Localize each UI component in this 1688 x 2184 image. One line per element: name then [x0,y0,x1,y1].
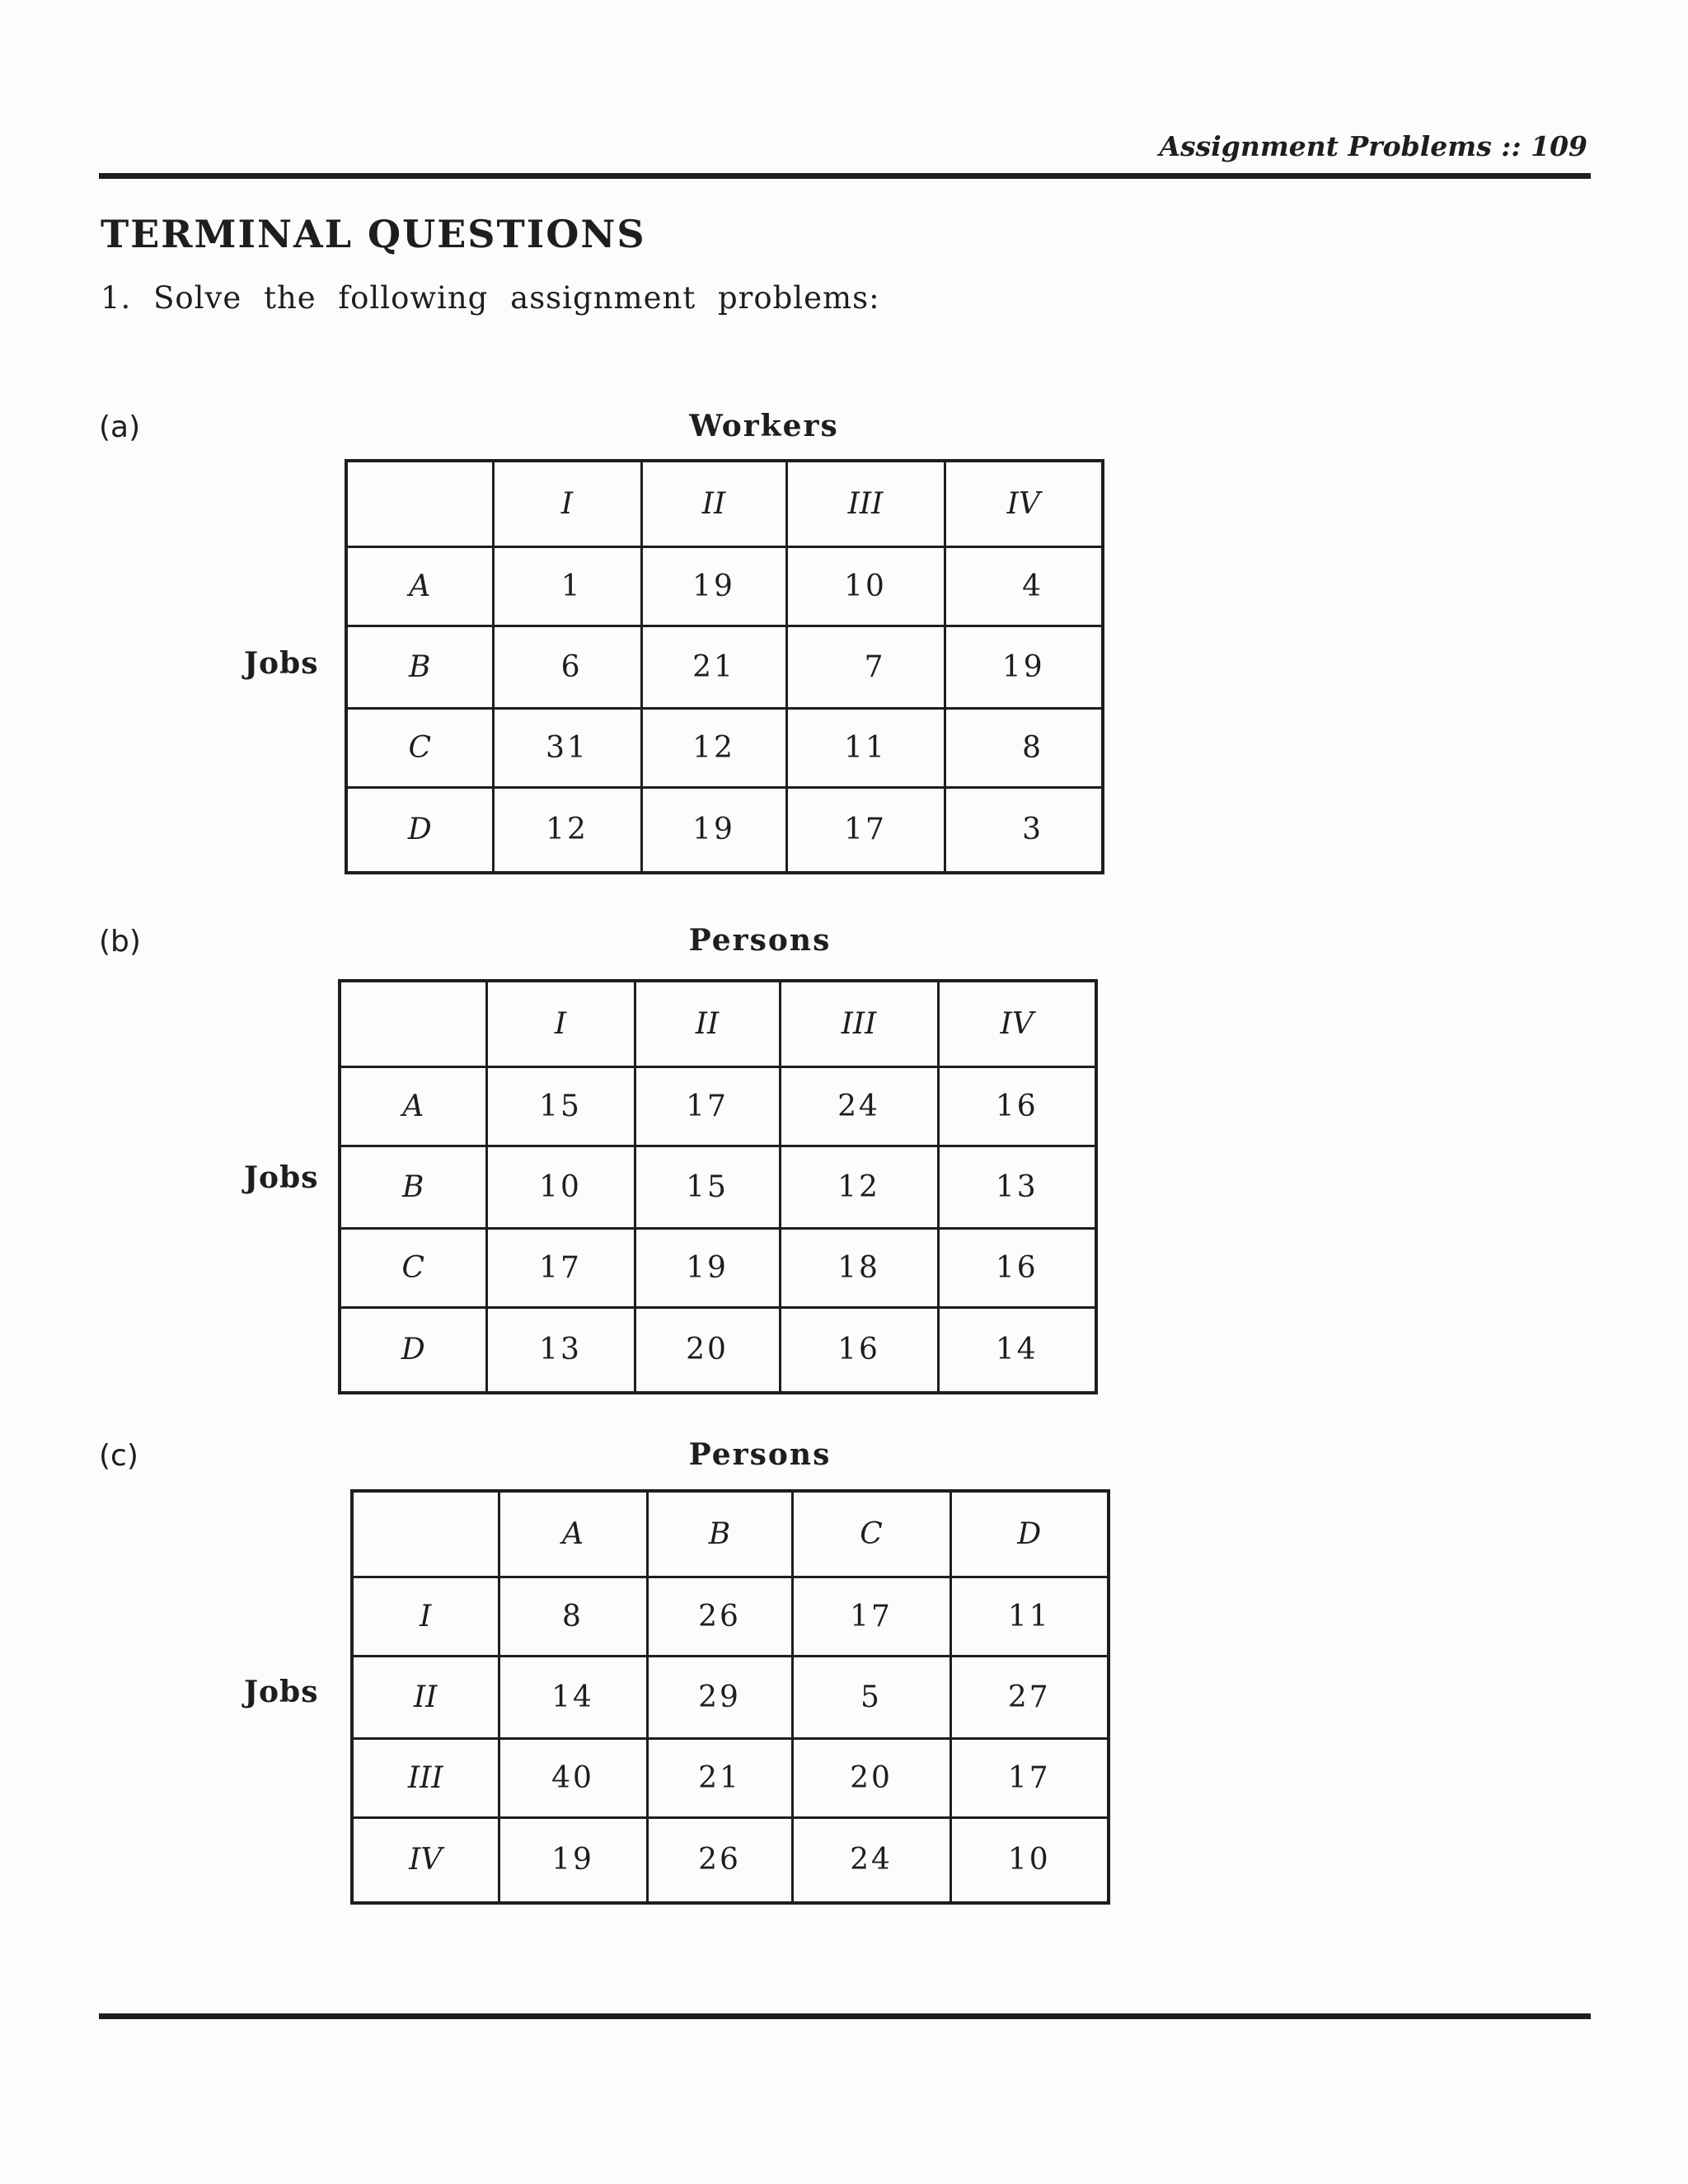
value-cell: 10 [950,1817,1109,1903]
row-header: A [340,1066,486,1146]
footer-rule [99,2013,1591,2019]
row-heading-c: Jobs [244,1675,319,1709]
row-header: D [340,1307,486,1393]
table-row [352,1817,1109,1903]
value-cell: 12 [493,787,641,873]
column-header: C [792,1491,950,1577]
table-row [352,1738,1109,1817]
column-header: I [486,981,635,1066]
corner-cell [340,981,486,1066]
value-cell: 8 [945,708,1103,787]
column-header: IV [938,981,1096,1066]
table-row [340,1307,1096,1393]
column-header: III [780,981,938,1066]
column-header: II [641,461,786,546]
row-heading-a: Jobs [244,646,319,681]
question-text: 1. Solve the following assignment problems: [101,280,880,316]
value-cell: 3 [945,787,1103,873]
row-heading-b: Jobs [244,1160,319,1195]
value-cell: 29 [647,1656,792,1738]
column-header: III [786,461,945,546]
value-cell: 12 [641,708,786,787]
row-header: D [346,787,493,873]
table-row [352,1577,1109,1656]
value-cell: 5 [792,1656,950,1738]
table-row [340,1228,1096,1307]
header-rule [99,173,1591,179]
value-cell: 11 [950,1577,1109,1656]
value-cell: 14 [938,1307,1096,1393]
column-header: I [493,461,641,546]
value-cell: 17 [635,1066,780,1146]
value-cell: 10 [786,546,945,626]
row-header: II [352,1656,499,1738]
column-heading-a: Workers [689,409,839,443]
value-cell: 26 [647,1817,792,1903]
value-cell: 21 [647,1738,792,1817]
row-header: B [340,1146,486,1228]
value-cell: 14 [499,1656,647,1738]
value-cell: 8 [499,1577,647,1656]
value-cell: 16 [938,1066,1096,1146]
assignment-table-b [338,979,1098,1394]
table-row [352,1656,1109,1738]
corner-cell [352,1491,499,1577]
value-cell: 19 [499,1817,647,1903]
value-cell: 17 [486,1228,635,1307]
column-heading-b: Persons [688,923,832,958]
value-cell: 17 [786,787,945,873]
column-header: D [950,1491,1109,1577]
value-cell: 1 [493,546,641,626]
running-head: Assignment Problems :: 109 [1159,130,1587,162]
value-cell: 19 [641,787,786,873]
assignment-table-a [345,459,1104,874]
row-header: I [352,1577,499,1656]
value-cell: 26 [647,1577,792,1656]
value-cell: 20 [635,1307,780,1393]
value-cell: 6 [493,626,641,708]
column-header: A [499,1491,647,1577]
value-cell: 16 [780,1307,938,1393]
table-row [346,708,1103,787]
value-cell: 18 [780,1228,938,1307]
value-cell: 16 [938,1228,1096,1307]
table-row [340,1066,1096,1146]
column-header: B [647,1491,792,1577]
value-cell: 20 [792,1738,950,1817]
table-row [340,1146,1096,1228]
section-title: TERMINAL QUESTIONS [101,212,646,256]
column-heading-c: Persons [688,1437,832,1472]
column-header: II [635,981,780,1066]
value-cell: 21 [641,626,786,708]
value-cell: 40 [499,1738,647,1817]
value-cell: 15 [635,1146,780,1228]
row-header: III [352,1738,499,1817]
value-cell: 11 [786,708,945,787]
value-cell: 10 [486,1146,635,1228]
assignment-table-c [350,1489,1110,1905]
corner-cell [346,461,493,546]
value-cell: 15 [486,1066,635,1146]
table-row [346,626,1103,708]
column-header: IV [945,461,1103,546]
value-cell: 19 [635,1228,780,1307]
value-cell: 17 [792,1577,950,1656]
value-cell: 13 [486,1307,635,1393]
row-header: A [346,546,493,626]
value-cell: 4 [945,546,1103,626]
value-cell: 27 [950,1656,1109,1738]
part-label-a: (a) [99,410,141,444]
table-row [346,546,1103,626]
row-header: C [346,708,493,787]
value-cell: 24 [780,1066,938,1146]
value-cell: 19 [641,546,786,626]
value-cell: 17 [950,1738,1109,1817]
part-label-c: (c) [99,1439,138,1473]
value-cell: 13 [938,1146,1096,1228]
value-cell: 31 [493,708,641,787]
row-header: IV [352,1817,499,1903]
value-cell: 12 [780,1146,938,1228]
part-label-b: (b) [99,925,141,958]
value-cell: 19 [945,626,1103,708]
row-header: B [346,626,493,708]
row-header: C [340,1228,486,1307]
value-cell: 24 [792,1817,950,1903]
value-cell: 7 [786,626,945,708]
table-row [346,787,1103,873]
